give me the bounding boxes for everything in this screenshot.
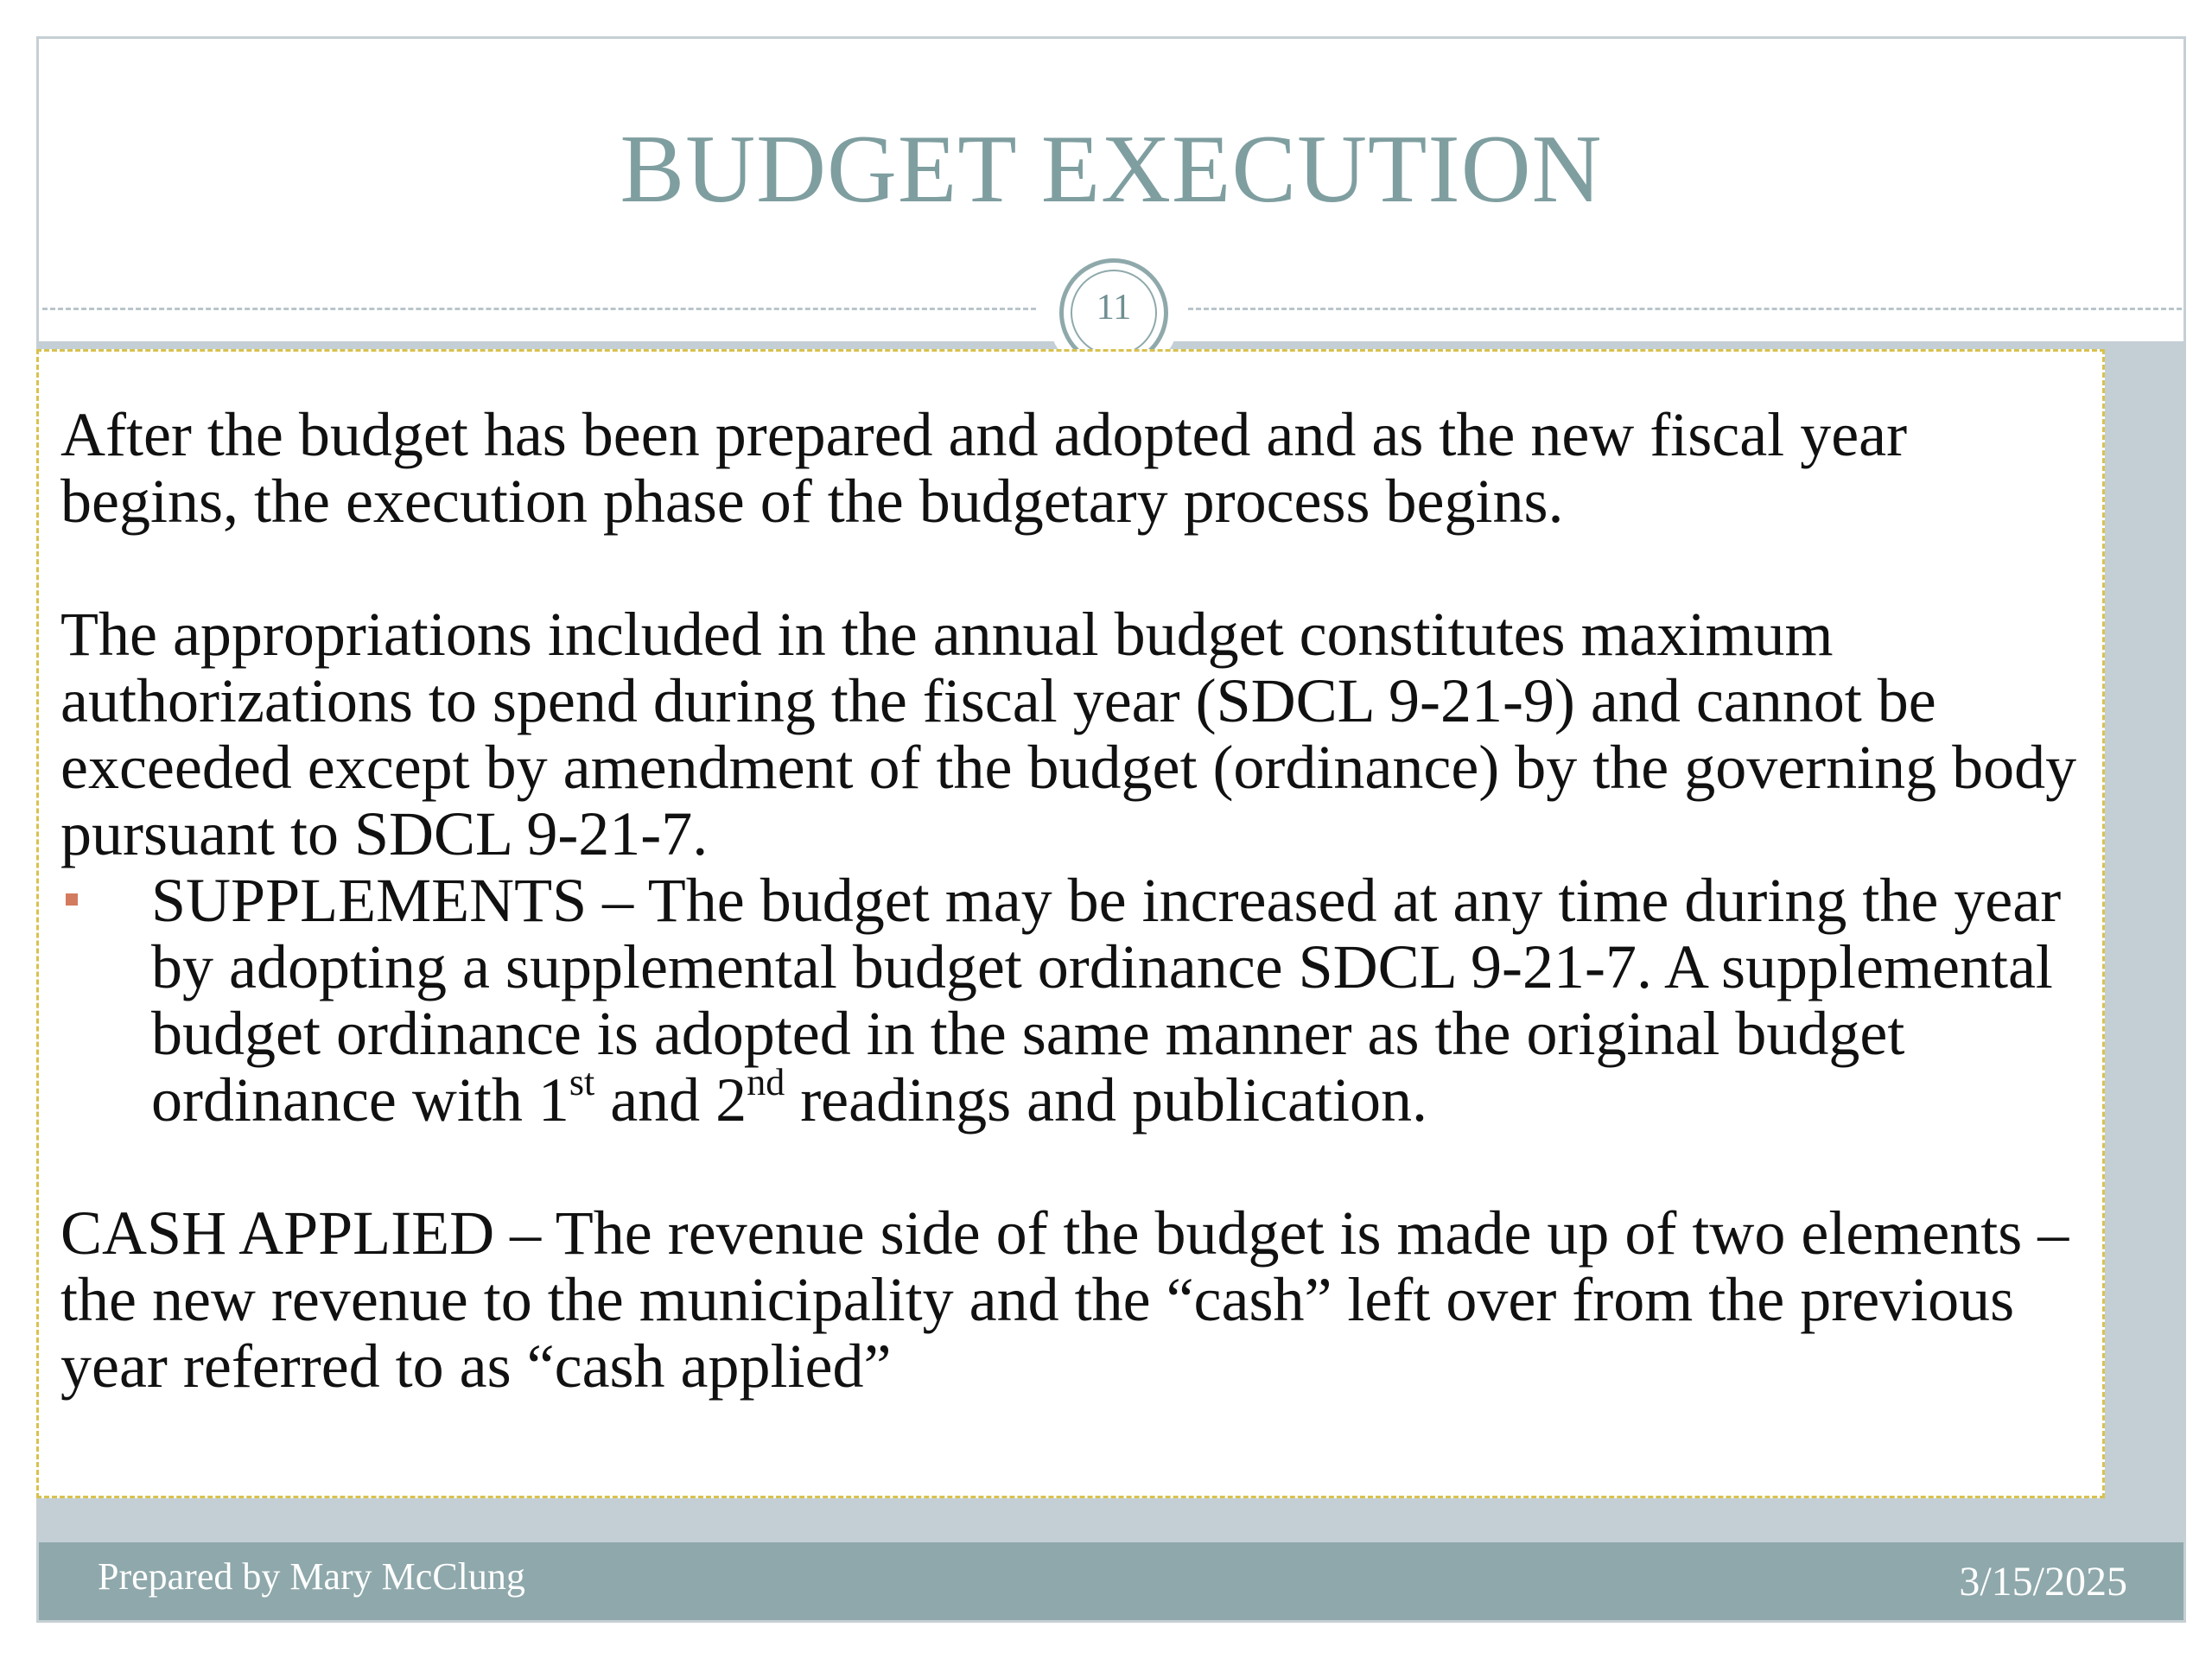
slide-number: 11 [1096, 288, 1132, 327]
paragraph-cash-applied: CASH APPLIED – The revenue side of the budget is made up of two elements – the new revenue to the municipality and the “cash” left over from the previous year referred to as “cash applied” [60, 1198, 2069, 1401]
bullet-supplements [60, 868, 2100, 1134]
footer-date: 3/15/2025 [1959, 1559, 2127, 1605]
slide-content [60, 402, 2100, 1400]
spacer [60, 1134, 2100, 1200]
paragraph-appropriations: The appropriations included in the annual budget constitutes maximum authorizations to spend during the fiscal year (SDCL 9-21-9) and cannot be exceeded except by amendment of the budget (ordinance) by the governing body pursuant to SDCL 9-21-7. [60, 600, 2077, 868]
bullet-text-part3: readings and publication. [785, 1065, 1427, 1135]
slide-title: BUDGET EXECUTION [620, 116, 1603, 223]
paragraph-intro: After the budget has been prepared and adopted and as the new fiscal year begins, the execution phase of the budgetary process begins. [60, 400, 1908, 536]
title-divider-right [1188, 308, 2182, 310]
bullet-text-part1: SUPPLEMENTS – The budget may be increased at any time during the year by adopting a supplemental budget ordinance SDCL 9-21-7. A supplemental budget ordinance is adopted in the same manner as the original budget ordinance with 1 [151, 866, 2062, 1135]
spacer [60, 535, 2100, 601]
bullet-sup-1: st [569, 1061, 595, 1103]
footer-author: Prepared by Mary McClung [98, 1555, 525, 1598]
square-bullet-icon [66, 893, 78, 906]
title-divider-left [42, 308, 1036, 310]
bullet-text-part2: and 2 [594, 1065, 747, 1135]
bullet-sup-2: nd [747, 1061, 785, 1103]
footer [39, 1542, 2183, 1620]
